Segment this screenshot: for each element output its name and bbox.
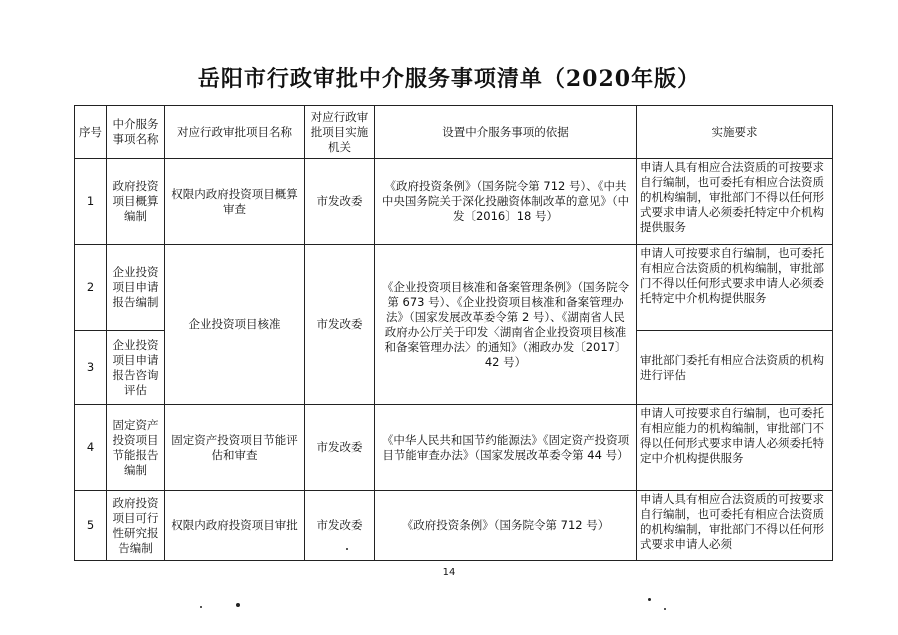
scan-speck [200,606,202,608]
scan-speck [346,548,348,550]
scan-speck [236,603,240,607]
approval-item-cell: 权限内政府投资项目审批 [165,491,305,561]
service-name-cell: 固定资产投资项目节能报告编制 [107,405,165,491]
table-row [75,491,833,561]
approval-item-cell: 固定资产投资项目节能评估和审查 [165,405,305,491]
service-items-table [74,105,833,561]
table-row [75,405,833,491]
table-row [75,159,833,245]
agency-cell: 市发改委 [305,159,375,245]
page-number: 14 [442,567,456,578]
requirements-cell: 申请人具有相应合法资质的可按要求自行编制，也可委托有相应合法资质的机构编制，审批部门不得以任何形式要求申请人必须 [637,491,833,561]
requirements-cell: 审批部门委托有相应合法资质的机构进行评估 [637,331,833,405]
basis-cell: 《政府投资条例》（国务院令第 712 号） [375,491,637,561]
table-row [75,245,833,331]
agency-cell: 市发改委 [305,405,375,491]
row-number: 5 [75,491,107,561]
approval-item-cell: 权限内政府投资项目概算审查 [165,159,305,245]
agency-cell: 市发改委 [305,491,375,561]
header-approval-item: 对应行政审批项目名称 [165,106,305,159]
header-agency: 对应行政审批项目实施机关 [305,106,375,159]
requirements-cell: 申请人可按要求自行编制，也可委托有相应能力的机构编制，审批部门不得以任何形式要求申请人必须委托特定中介机构提供服务 [637,405,833,491]
agency-cell: 市发改委 [305,245,375,405]
service-name-cell: 企业投资项目申请报告编制 [107,245,165,331]
basis-cell: 《企业投资项目核准和备案管理条例》（国务院令第 673 号）、《企业投资项目核准和备案管理办法》（国家发展改革委令第 2 号）、《湖南省人民政府办公厅关于印发〈湖南省企业投资项目核准和备案管理办法〉的通知》（湘政办发〔2017〕42 号） [375,245,637,405]
header-no: 序号 [75,106,107,159]
requirements-cell: 申请人可按要求自行编制，也可委托有相应合法资质的机构编制，审批部门不得以任何形式要求申请人必须委托特定中介机构提供服务 [637,245,833,331]
scan-speck [648,598,651,601]
basis-cell: 《政府投资条例》（国务院令第 712 号）、《中共中央国务院关于深化投融资体制改革的意见》（中发〔2016〕18 号） [375,159,637,245]
basis-cell: 《中华人民共和国节约能源法》《固定资产投资项目节能审查办法》（国家发展改革委令第 44 号） [375,405,637,491]
document-title: 岳阳市行政审批中介服务事项清单（2020年版） [197,66,701,92]
approval-item-cell: 企业投资项目核准 [165,245,305,405]
header-service-name: 中介服务事项名称 [107,106,165,159]
row-number: 4 [75,405,107,491]
service-name-cell: 企业投资项目申请报告咨询评估 [107,331,165,405]
row-number: 2 [75,245,107,331]
scan-speck [664,608,666,610]
requirements-cell: 申请人具有相应合法资质的可按要求自行编制，也可委托有相应合法资质的机构编制，审批部门不得以任何形式要求申请人必须委托特定中介机构提供服务 [637,159,833,245]
row-number: 3 [75,331,107,405]
header-requirements: 实施要求 [637,106,833,159]
table-header-row [75,106,833,159]
row-number: 1 [75,159,107,245]
service-name-cell: 政府投资项目概算编制 [107,159,165,245]
service-name-cell: 政府投资项目可行性研究报告编制 [107,491,165,561]
header-basis: 设置中介服务事项的依据 [375,106,637,159]
